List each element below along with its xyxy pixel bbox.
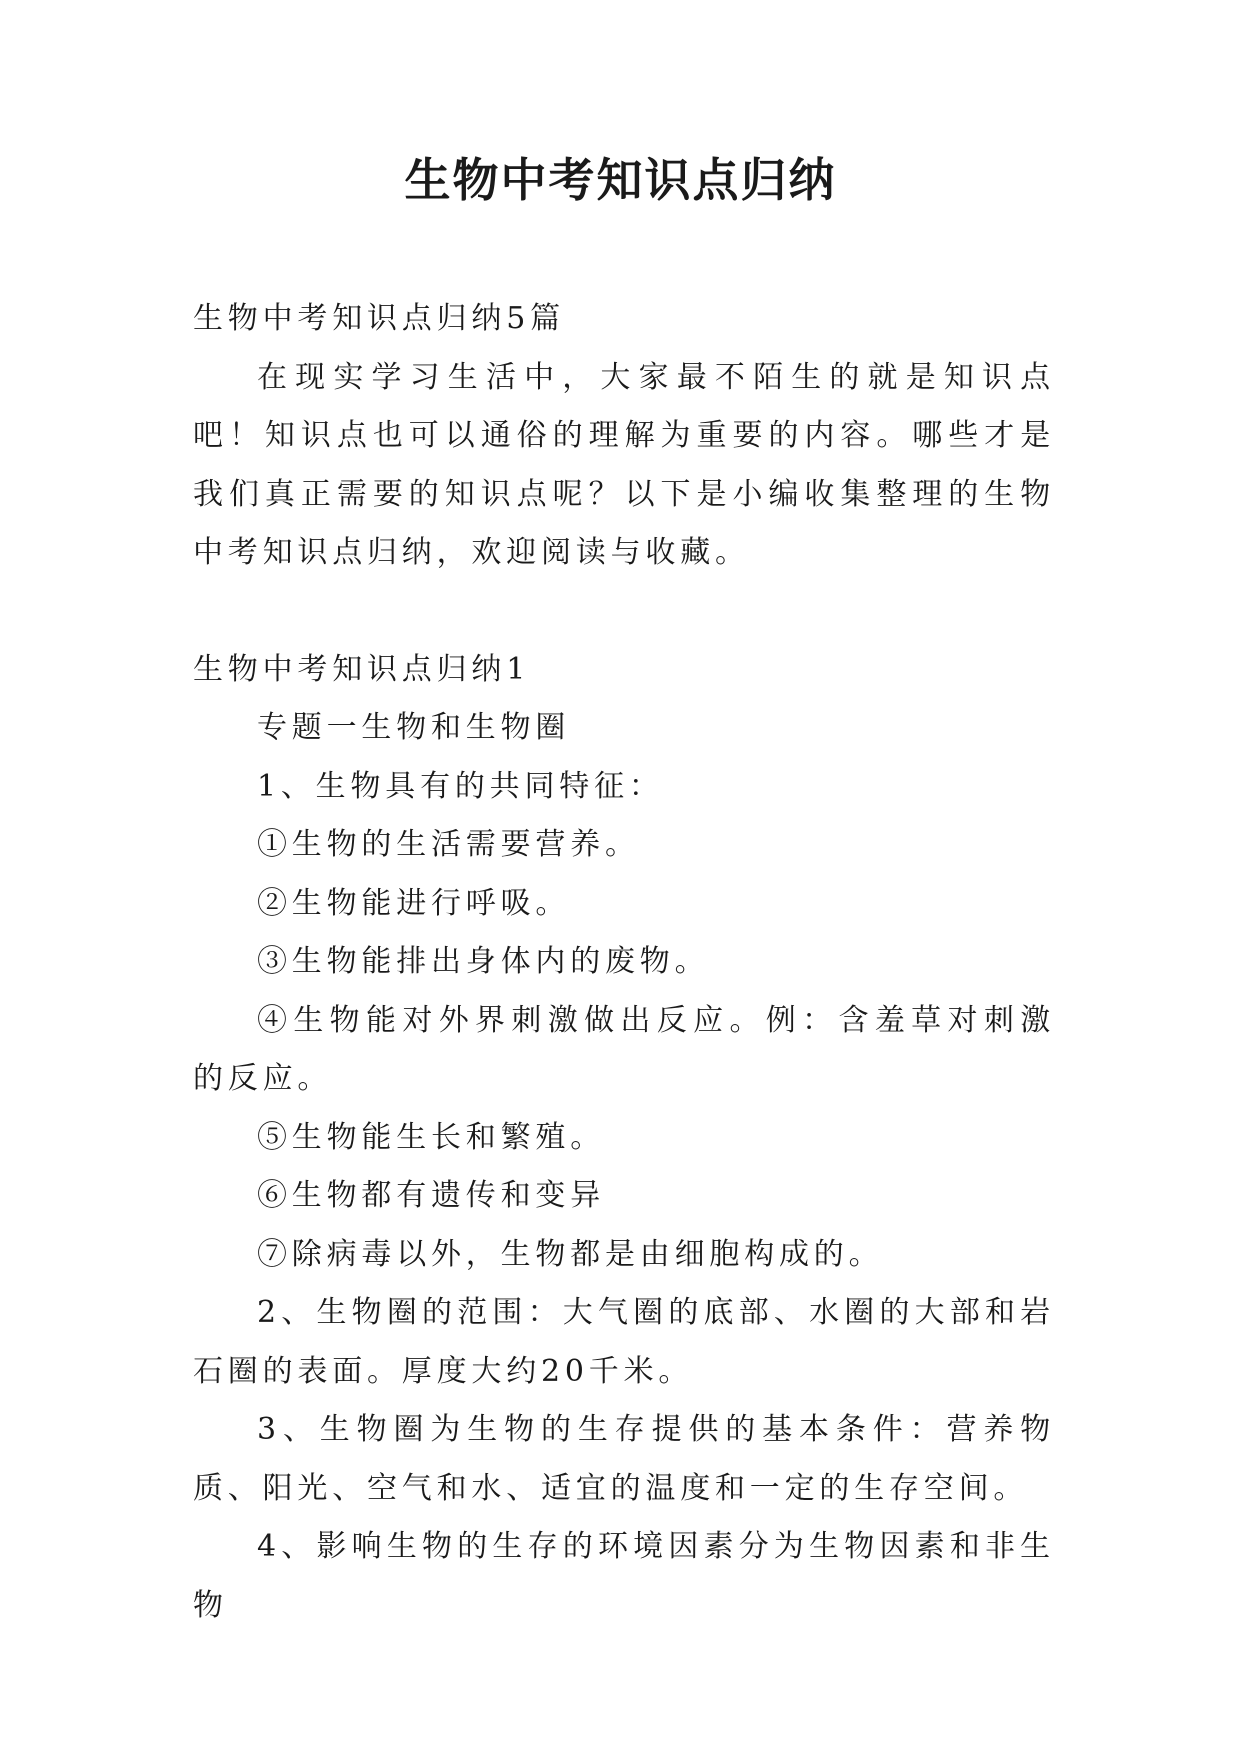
- list-item: 4、影响生物的生存的环境因素分为生物因素和非生物: [193, 1529, 1055, 1623]
- list-item: ⑦除病毒以外，生物都是由细胞构成的。: [257, 1236, 884, 1272]
- list-item: ⑤生物能生长和繁殖。: [257, 1119, 605, 1155]
- paragraph-intro: 在现实学习生活中，大家最不陌生的就是知识点吧！知识点也可以通俗的理解为重要的内容。哪些才是我们真正需要的知识点呢？以下是小编收集整理的生物中考知识点归纳，欢迎阅读与收藏。: [193, 359, 1055, 570]
- section-heading: 生物中考知识点归纳1: [193, 651, 531, 687]
- list-item: ②生物能进行呼吸。: [257, 885, 571, 921]
- list-item: ③生物能排出身体内的废物。: [257, 944, 710, 979]
- document-body: [193, 290, 1055, 1635]
- topic-heading: 专题一生物和生物圈: [257, 710, 571, 745]
- list-item: ⑥生物都有遗传和变异: [257, 1178, 605, 1213]
- list-item: 1、生物具有的共同特征：: [257, 768, 664, 804]
- document-title: 生物中考知识点归纳: [404, 153, 837, 207]
- list-item: ④生物能对外界刺激做出反应。例：含羞草对刺激的反应。: [193, 1002, 1055, 1096]
- list-item: 3、生物圈为生物的生存提供的基本条件：营养物质、阳光、空气和水、适宜的温度和一定的生存空间。: [193, 1412, 1055, 1506]
- list-item: 2、生物圈的范围：大气圈的底部、水圈的大部和岩石圈的表面。厚度大约20千米。: [193, 1295, 1055, 1389]
- paragraph-subtitle: 生物中考知识点归纳5篇: [193, 301, 565, 336]
- list-item: ①生物的生活需要营养。: [257, 827, 640, 862]
